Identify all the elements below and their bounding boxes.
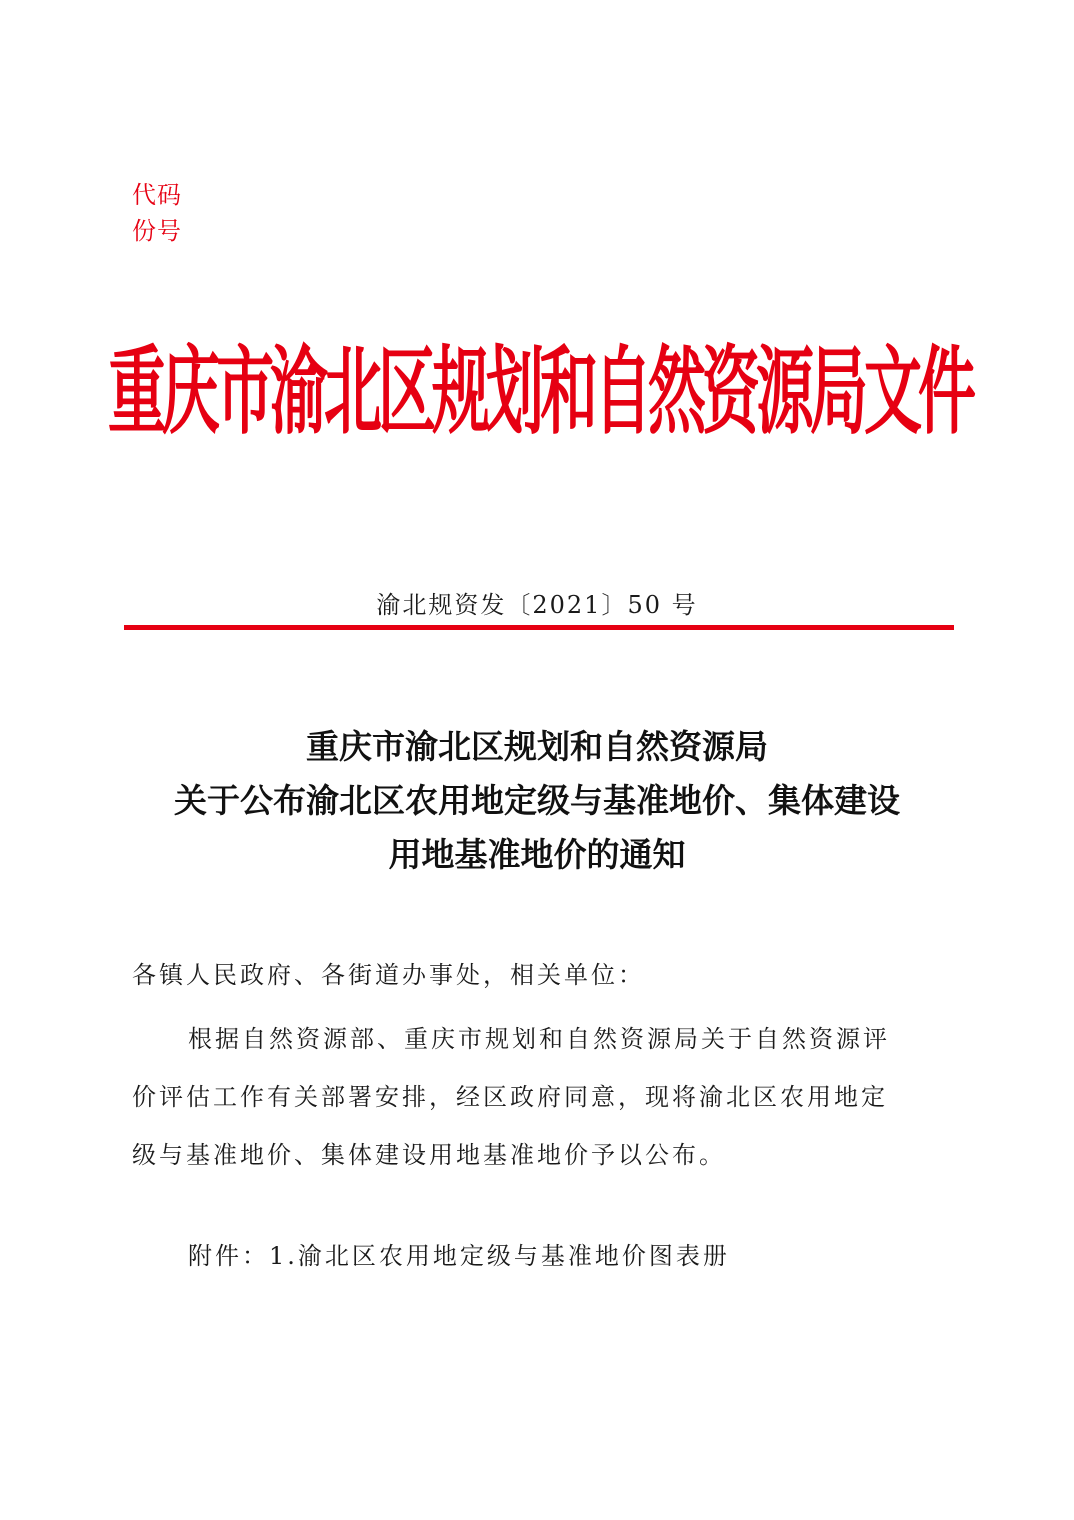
- title-line-2: 关于公布渝北区农用地定级与基准地价、集体建设: [174, 781, 900, 820]
- red-divider-line: [124, 625, 954, 630]
- document-number: 渝北规资发〔2021〕50 号: [376, 591, 698, 619]
- body-line-1: 根据自然资源部、重庆市规划和自然资源局关于自然资源评: [188, 1025, 890, 1053]
- body-paragraph: [132, 1010, 952, 1184]
- body-line-3: 级与基准地价、集体建设用地基准地价予以公布。: [132, 1141, 726, 1169]
- title-line-3: 用地基准地价的通知: [388, 835, 686, 874]
- salutation: 各镇人民政府、各街道办事处，相关单位：: [132, 961, 645, 989]
- document-masthead: 重庆市渝北区规划和自然资源局文件: [108, 335, 973, 448]
- attachment-item: 附件：1.渝北区农用地定级与基准地价图表册: [188, 1242, 730, 1270]
- document-title: [0, 720, 1074, 882]
- code-label: 代码: [132, 181, 182, 209]
- body-line-2: 价评估工作有关部署安排，经区政府同意，现将渝北区农用地定: [132, 1083, 888, 1111]
- copy-number-label: 份号: [132, 217, 182, 245]
- title-line-1: 重庆市渝北区规划和自然资源局: [306, 727, 768, 766]
